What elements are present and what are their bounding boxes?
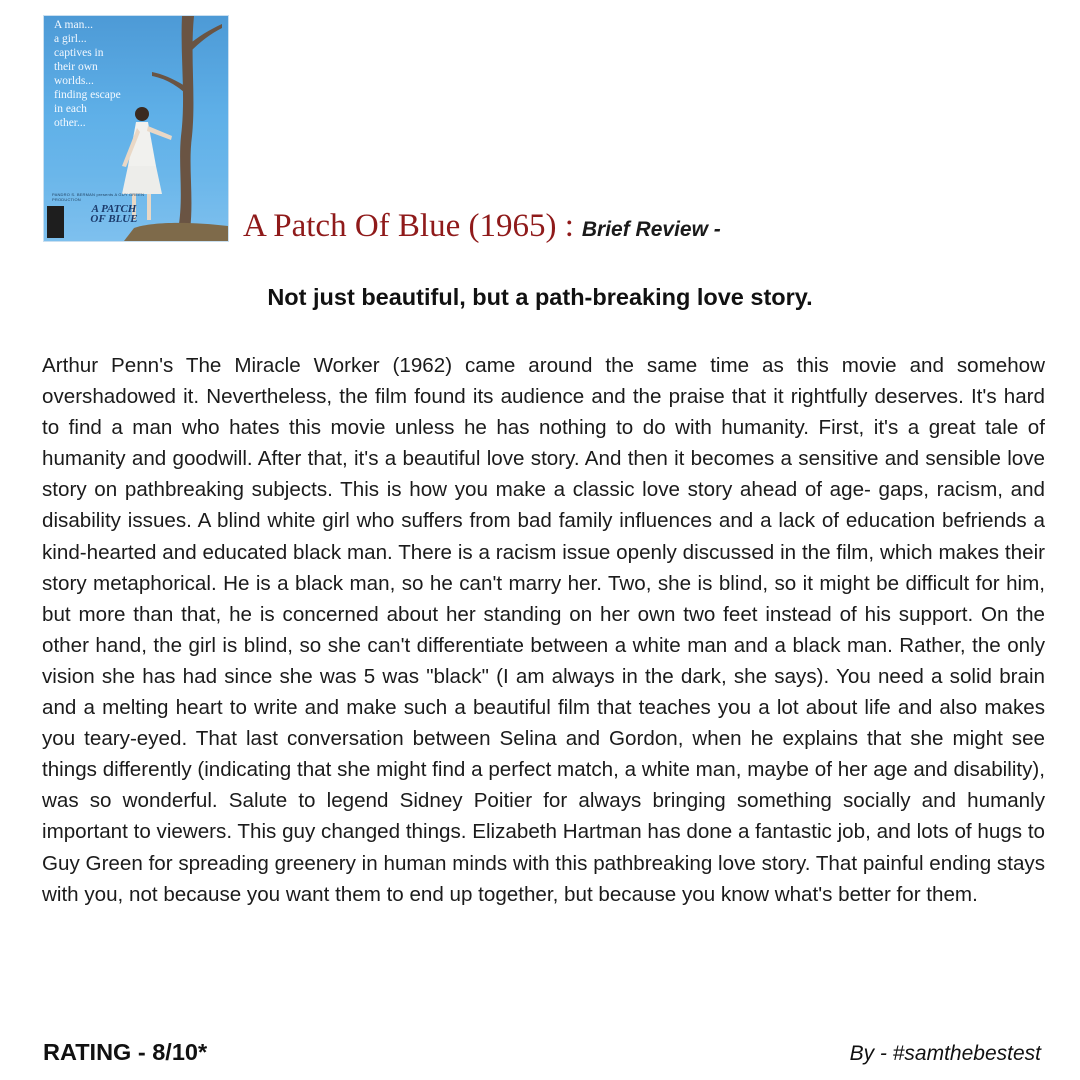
- author-credit: By - #samthebestest: [849, 1042, 1041, 1065]
- page-title: [243, 204, 721, 252]
- review-body: Arthur Penn's The Miracle Worker (1962) came around the same time as this movie and somehow overshadowed it. Nevertheless, the film found its audience and the praise that it rightfully deserves. It's hard to find a man who hates this movie unless he has nothing to do with humanity. First, it's a great tale of humanity and goodwill. After that, it's a beautiful love story. And then it becomes a sensitive and sensible love story on pathbreaking subjects. This is how you make a classic love story ahead of age- gaps, racism, and disability issues. A blind white girl who suffers from bad family influences and a lack of education befriends a kind-hearted and educated black man. There is a racism issue openly discussed in the film, which makes their story metaphorical. He is a black man, so he can't marry her. Two, she is blind, so it might be difficult for him, but more than that, he is concerned about her standing on her own two feet instead of his support. On the other hand, the girl is blind, so she can't differentiate between a white man and a black man. Rather, the only vision she has had since she was 5 was "black" (I am always in the dark, she says). You need a solid brain and a melting heart to write and make such a beautiful film that teaches you a lot about life and also makes you teary-eyed. That last conversation between Selina and Gordon, when he explains that she might see things differently (indicating that she might find a perfect match, a white man, maybe of her age and disability), was so wonderful. Salute to legend Sidney Poitier for always bringing something socially and humanly important to viewers. This guy changed things. Elizabeth Hartman has done a fantastic job, and lots of hugs to Guy Green for spreading greenery in human minds with this pathbreaking love story. That painful ending stays with you, not because you want them to end up together, but because you know what's better for them.: [42, 354, 1045, 906]
- movie-poster: [43, 15, 229, 242]
- poster-portrait-image: [47, 206, 64, 238]
- title-subtitle: Brief Review -: [581, 218, 721, 241]
- rating-label: RATING - 8/10*: [43, 1039, 208, 1065]
- movie-title: A Patch Of Blue (1965) :: [243, 208, 574, 244]
- poster-credits: PANDRO S. BERMAN presents A GUY GREEN PRODUCTION: [52, 192, 145, 202]
- review-headline: Not just beautiful, but a path-breaking love story.: [267, 284, 813, 310]
- poster-logo: A PATCH OF BLUE: [90, 203, 138, 225]
- poster-tagline: A man... a girl... captives in their own worlds... finding escape in each other...: [54, 19, 121, 129]
